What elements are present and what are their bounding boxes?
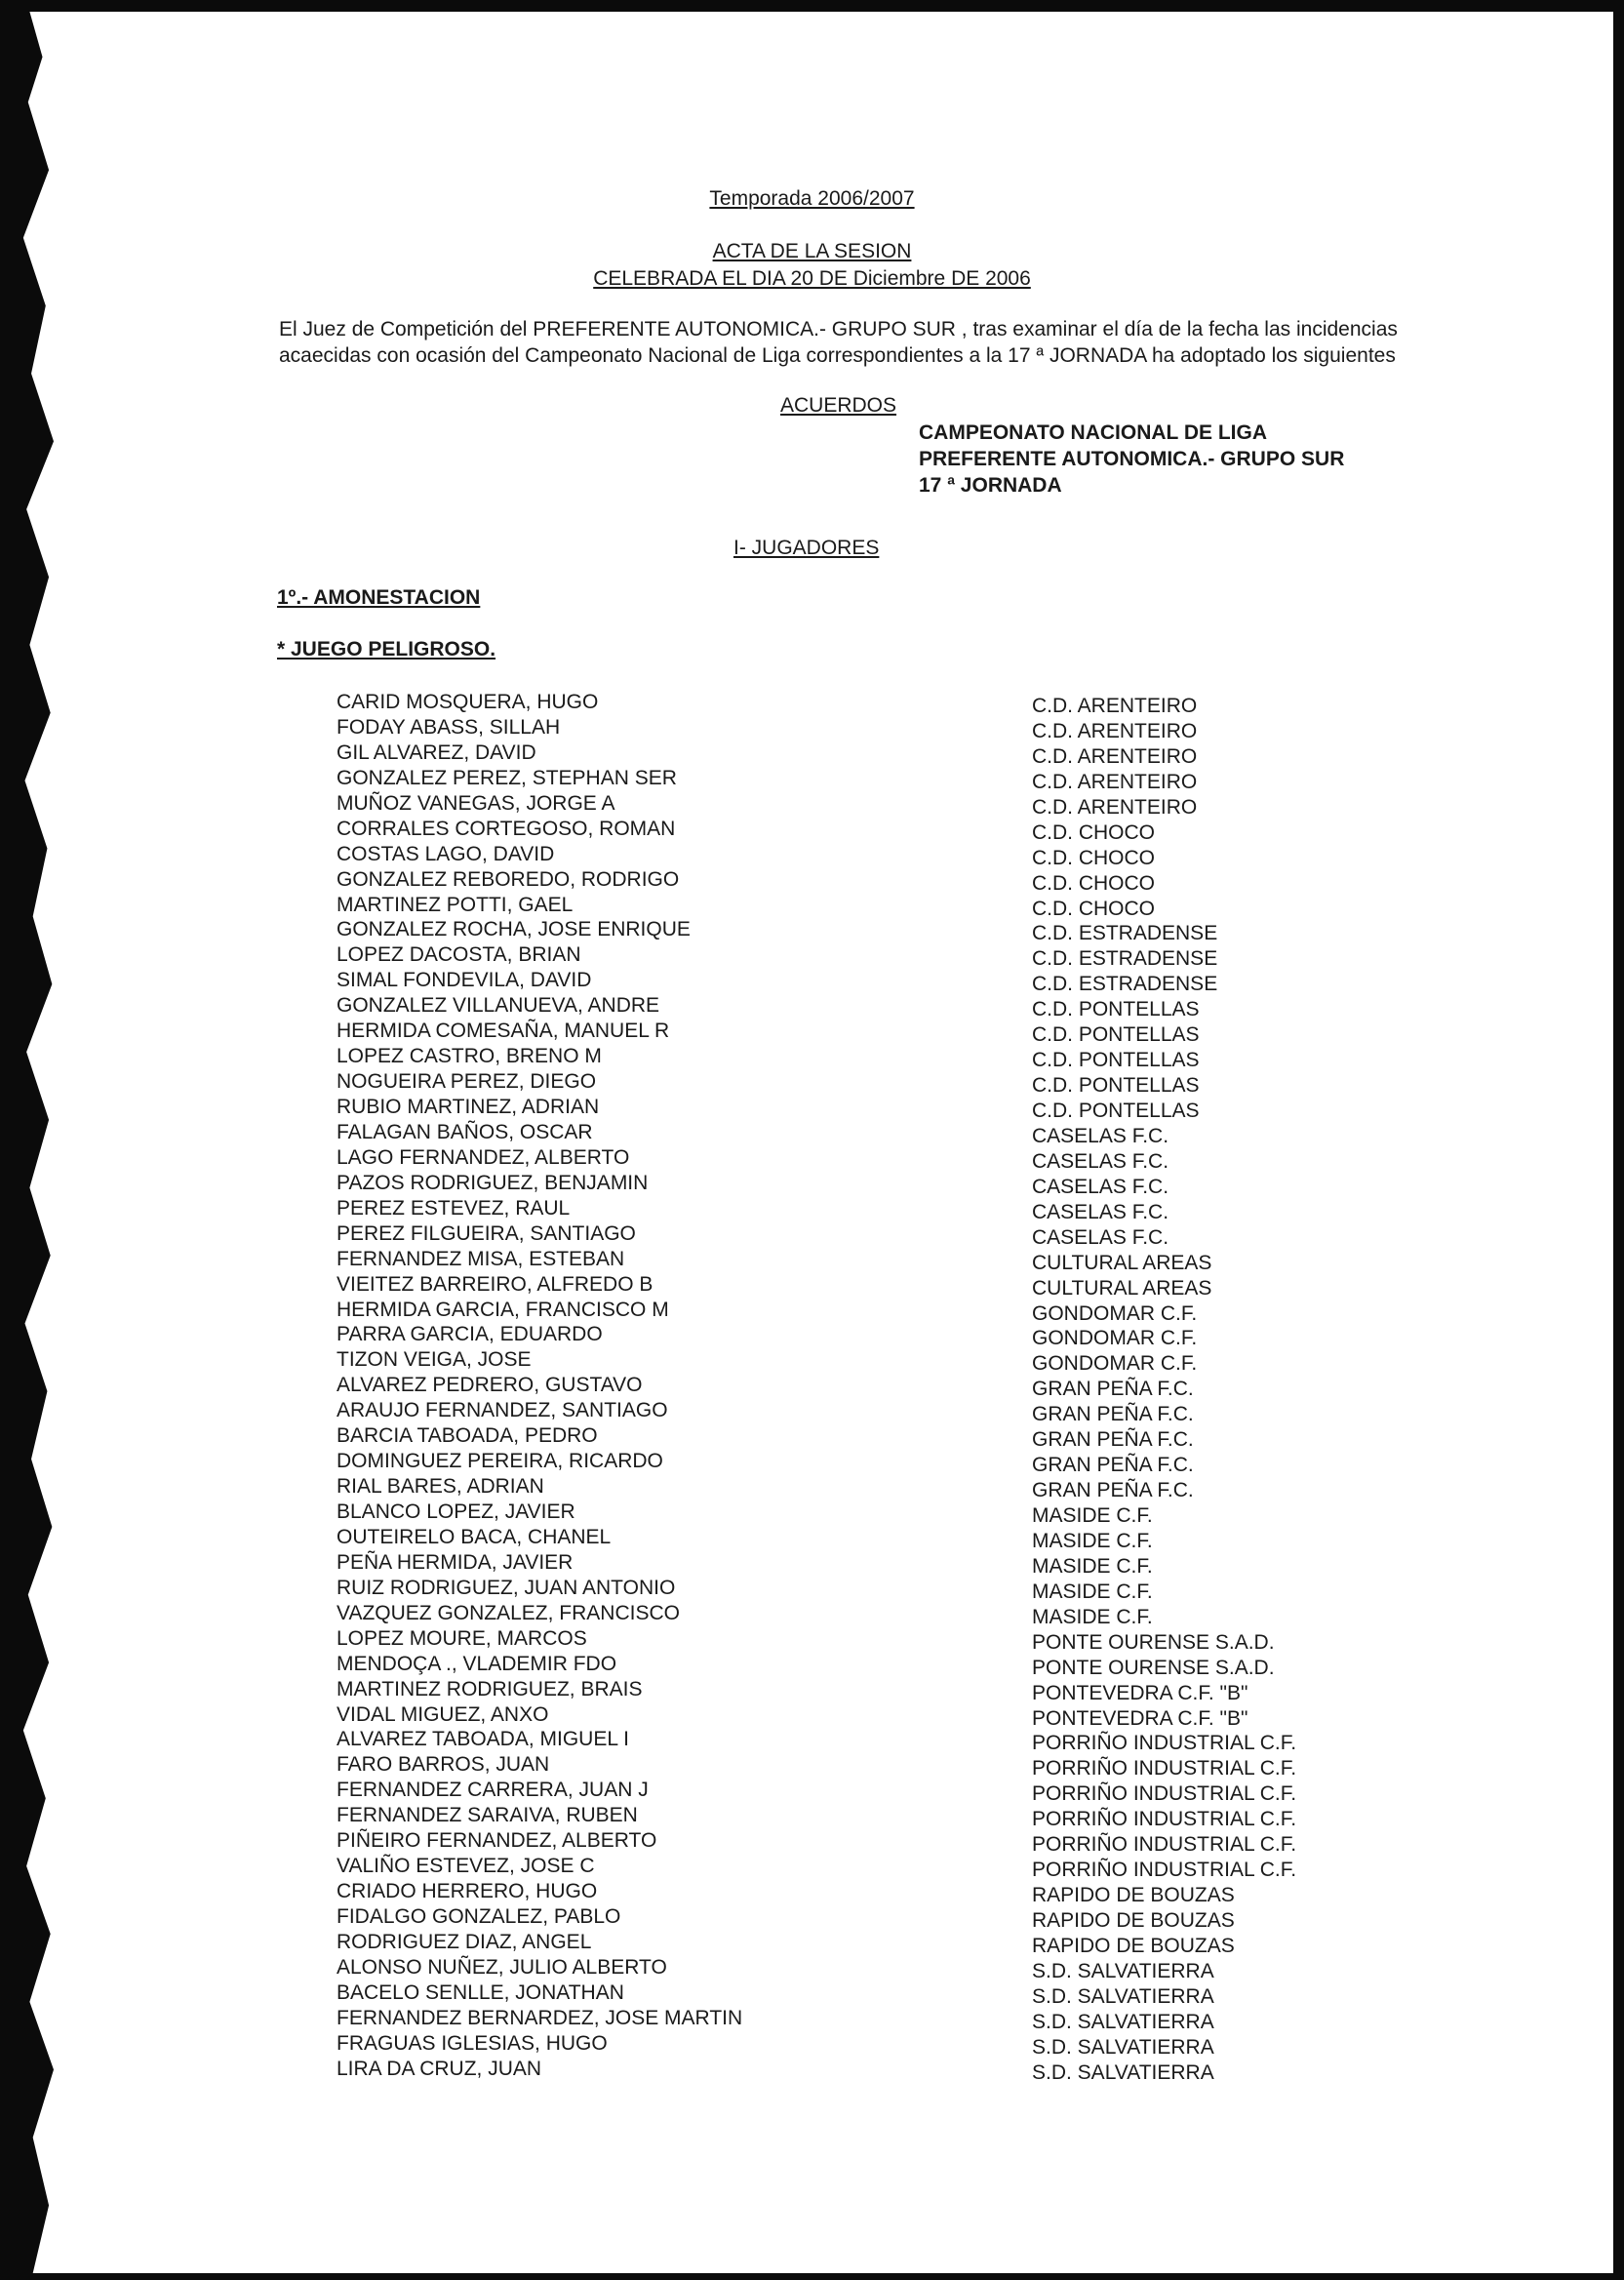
- player-row: [0, 1702, 1624, 1728]
- section-title: I- JUGADORES: [733, 537, 880, 559]
- player-name: ALVAREZ TABOADA, MIGUEL I: [337, 1728, 629, 1751]
- player-name: GONZALEZ REBOREDO, RODRIGO: [337, 867, 680, 891]
- player-club: GRAN PEÑA F.C.: [1032, 1403, 1194, 1426]
- player-club: C.D. ESTRADENSE: [1032, 922, 1218, 945]
- player-club: C.D. ESTRADENSE: [1032, 973, 1218, 996]
- player-row: [0, 740, 1624, 766]
- player-row: [0, 1247, 1624, 1272]
- player-name: LOPEZ CASTRO, BRENO M: [337, 1045, 602, 1068]
- season-title: Temporada 2006/2007: [709, 187, 915, 210]
- player-row: [0, 1044, 1624, 1072]
- player-row: [0, 2006, 1624, 2031]
- player-row: [0, 842, 1624, 867]
- player-row: [0, 1930, 1624, 1955]
- player-row: [0, 1145, 1624, 1171]
- player-club: PONTEVEDRA C.F. "B": [1032, 1681, 1248, 1704]
- player-club: C.D. ESTRADENSE: [1032, 947, 1218, 971]
- player-name: LOPEZ DACOSTA, BRIAN: [337, 943, 581, 967]
- player-row: [0, 1576, 1624, 1601]
- player-row: [0, 917, 1624, 945]
- player-name: TIZON VEIGA, JOSE: [337, 1348, 532, 1372]
- competition-line-3: 17 ª JORNADA: [919, 474, 1062, 497]
- player-row: [0, 1727, 1624, 1755]
- player-club: CASELAS F.C.: [1032, 1225, 1169, 1249]
- player-row: [0, 867, 1624, 893]
- player-club: GONDOMAR C.F.: [1032, 1301, 1198, 1325]
- player-name: ARAUJO FERNANDEZ, SANTIAGO: [337, 1399, 668, 1422]
- player-row: [0, 715, 1624, 740]
- player-name: RODRIGUEZ DIAZ, ANGEL: [337, 1930, 592, 1953]
- player-row: [0, 1347, 1624, 1376]
- competition-line-1: CAMPEONATO NACIONAL DE LIGA: [919, 421, 1268, 444]
- player-name: FIDALGO GONZALEZ, PABLO: [337, 1905, 621, 1928]
- player-name: LAGO FERNANDEZ, ALBERTO: [337, 1145, 630, 1169]
- player-name: VIDAL MIGUEZ, ANXO: [337, 1702, 549, 1726]
- player-club: C.D. ARENTEIRO: [1032, 744, 1198, 768]
- player-row: [0, 1120, 1624, 1145]
- player-row: [0, 1373, 1624, 1401]
- intro-line-1: El Juez de Competición del PREFERENTE AUTONOMICA.- GRUPO SUR , tras examinar el día de la fecha las incidencias: [279, 318, 1398, 340]
- player-club: CASELAS F.C.: [1032, 1149, 1169, 1173]
- player-row: [0, 817, 1624, 842]
- player-club: MASIDE C.F.: [1032, 1504, 1153, 1527]
- competition-block: [919, 420, 1344, 499]
- player-club: S.D. SALVATIERRA: [1032, 1984, 1214, 2008]
- player-name: PIÑEIRO FERNANDEZ, ALBERTO: [337, 1829, 657, 1853]
- player-club: PORRIÑO INDUSTRIAL C.F.: [1032, 1782, 1297, 1806]
- player-club: S.D. SALVATIERRA: [1032, 1959, 1214, 1982]
- player-row: [0, 1778, 1624, 1806]
- player-row: [0, 1550, 1624, 1576]
- competition-line-2: PREFERENTE AUTONOMICA.- GRUPO SUR: [919, 448, 1345, 470]
- player-row: [0, 1904, 1624, 1930]
- player-name: CRIADO HERRERO, HUGO: [337, 1880, 598, 1903]
- player-row: [0, 893, 1624, 918]
- player-club: C.D. CHOCO: [1032, 897, 1155, 920]
- player-row: [0, 1221, 1624, 1247]
- player-name: RUIZ RODRIGUEZ, JUAN ANTONIO: [337, 1576, 676, 1599]
- player-name: NOGUEIRA PEREZ, DIEGO: [337, 1070, 597, 1094]
- player-club: PORRIÑO INDUSTRIAL C.F.: [1032, 1732, 1297, 1755]
- player-name: CORRALES CORTEGOSO, ROMAN: [337, 817, 676, 840]
- player-name: GONZALEZ VILLANUEVA, ANDRE: [337, 994, 660, 1018]
- player-name: BACELO SENLLE, JONATHAN: [337, 1980, 624, 2004]
- player-club: CASELAS F.C.: [1032, 1200, 1169, 1223]
- player-club: C.D. ARENTEIRO: [1032, 695, 1198, 717]
- player-name: FARO BARROS, JUAN: [337, 1753, 550, 1777]
- player-row: [0, 993, 1624, 1019]
- player-row: [0, 1322, 1624, 1350]
- player-club: C.D. PONTELLAS: [1032, 1023, 1200, 1047]
- player-club: GRAN PEÑA F.C.: [1032, 1378, 1194, 1401]
- player-row: [0, 1095, 1624, 1120]
- player-row: [0, 1955, 1624, 1980]
- player-club: RAPIDO DE BOUZAS: [1032, 1884, 1235, 1907]
- player-name: LOPEZ MOURE, MARCOS: [337, 1626, 587, 1650]
- player-row: [0, 1423, 1624, 1452]
- player-row: [0, 1171, 1624, 1196]
- player-name: OUTEIRELO BACA, CHANEL: [337, 1525, 612, 1548]
- player-club: GRAN PEÑA F.C.: [1032, 1428, 1194, 1452]
- player-name: SIMAL FONDEVILA, DAVID: [337, 969, 592, 992]
- player-name: VIEITEZ BARREIRO, ALFREDO B: [337, 1272, 654, 1296]
- player-row: [0, 1500, 1624, 1525]
- player-list: [0, 690, 1624, 2082]
- player-name: CARID MOSQUERA, HUGO: [337, 691, 599, 713]
- player-row: [0, 2031, 1624, 2057]
- player-club: C.D. CHOCO: [1032, 871, 1155, 895]
- player-row: [0, 1449, 1624, 1477]
- player-club: CASELAS F.C.: [1032, 1175, 1169, 1198]
- player-name: MARTINEZ POTTI, GAEL: [337, 893, 574, 916]
- player-row: [0, 1398, 1624, 1426]
- player-name: PEÑA HERMIDA, JAVIER: [337, 1550, 574, 1574]
- player-club: RAPIDO DE BOUZAS: [1032, 1934, 1235, 1957]
- player-name: RUBIO MARTINEZ, ADRIAN: [337, 1096, 600, 1118]
- acta-title: ACTA DE LA SESION: [712, 240, 912, 262]
- player-club: S.D. SALVATIERRA: [1032, 2060, 1214, 2084]
- player-row: [0, 1272, 1624, 1298]
- player-row: [0, 1019, 1624, 1047]
- player-name: VAZQUEZ GONZALEZ, FRANCISCO: [337, 1601, 680, 1624]
- player-name: LIRA DA CRUZ, JUAN: [337, 2057, 542, 2080]
- player-club: MASIDE C.F.: [1032, 1580, 1153, 1603]
- player-club: S.D. SALVATIERRA: [1032, 2010, 1214, 2033]
- player-row: [0, 1601, 1624, 1626]
- player-row: [0, 1854, 1624, 1882]
- player-club: C.D. ARENTEIRO: [1032, 770, 1198, 793]
- player-name: FALAGAN BAÑOS, OSCAR: [337, 1120, 593, 1143]
- player-name: RIAL BARES, ADRIAN: [337, 1475, 544, 1499]
- player-club: PONTE OURENSE S.A.D.: [1032, 1630, 1275, 1654]
- player-name: PARRA GARCIA, EDUARDO: [337, 1323, 603, 1346]
- player-row: [0, 791, 1624, 817]
- player-name: GIL ALVAREZ, DAVID: [337, 740, 536, 764]
- sanction-heading: 1º.- AMONESTACION: [277, 586, 481, 609]
- player-row: [0, 1626, 1624, 1652]
- player-name: HERMIDA COMESAÑA, MANUEL R: [337, 1020, 670, 1043]
- player-row: [0, 1652, 1624, 1677]
- player-club: PONTEVEDRA C.F. "B": [1032, 1706, 1248, 1730]
- player-club: CULTURAL AREAS: [1032, 1251, 1212, 1274]
- player-club: C.D. PONTELLAS: [1032, 1074, 1200, 1098]
- player-row: [0, 1069, 1624, 1098]
- player-club: PORRIÑO INDUSTRIAL C.F.: [1032, 1757, 1297, 1780]
- player-row: [0, 942, 1624, 971]
- player-row: [0, 1828, 1624, 1857]
- player-club: PORRIÑO INDUSTRIAL C.F.: [1032, 1833, 1297, 1857]
- player-name: FODAY ABASS, SILLAH: [337, 715, 561, 739]
- player-club: PORRIÑO INDUSTRIAL C.F.: [1032, 1859, 1297, 1882]
- player-club: GRAN PEÑA F.C.: [1032, 1454, 1194, 1477]
- player-name: ALVAREZ PEDRERO, GUSTAVO: [337, 1374, 643, 1397]
- player-name: DOMINGUEZ PEREIRA, RICARDO: [337, 1450, 663, 1473]
- player-club: CULTURAL AREAS: [1032, 1276, 1212, 1300]
- player-row: [0, 1474, 1624, 1500]
- player-row: [0, 1752, 1624, 1778]
- player-name: PAZOS RODRIGUEZ, BENJAMIN: [337, 1171, 649, 1194]
- player-row: [0, 690, 1624, 715]
- player-club: MASIDE C.F.: [1032, 1529, 1153, 1552]
- player-row: [0, 1980, 1624, 2006]
- player-name: BLANCO LOPEZ, JAVIER: [337, 1500, 575, 1523]
- player-name: FRAGUAS IGLESIAS, HUGO: [337, 2031, 608, 2055]
- player-club: GONDOMAR C.F.: [1032, 1327, 1198, 1350]
- player-club: C.D. PONTELLAS: [1032, 998, 1200, 1021]
- player-name: FERNANDEZ MISA, ESTEBAN: [337, 1247, 625, 1270]
- player-club: C.D. PONTELLAS: [1032, 1100, 1200, 1122]
- player-name: VALIÑO ESTEVEZ, JOSE C: [337, 1855, 595, 1878]
- player-club: GRAN PEÑA F.C.: [1032, 1479, 1194, 1502]
- player-name: GONZALEZ PEREZ, STEPHAN SER: [337, 766, 677, 789]
- category-heading: * JUEGO PELIGROSO.: [277, 638, 496, 660]
- player-club: CASELAS F.C.: [1032, 1124, 1169, 1147]
- acta-heading: [0, 238, 1624, 293]
- intro-paragraph: [279, 316, 1488, 369]
- acta-date: CELEBRADA EL DIA 20 DE Diciembre DE 2006: [593, 267, 1031, 290]
- player-name: HERMIDA GARCIA, FRANCISCO M: [337, 1298, 669, 1321]
- player-club: C.D. ARENTEIRO: [1032, 719, 1198, 742]
- player-club: S.D. SALVATIERRA: [1032, 2035, 1214, 2059]
- player-row: [0, 1298, 1624, 1323]
- player-club: C.D. CHOCO: [1032, 820, 1155, 844]
- player-name: PEREZ ESTEVEZ, RAUL: [337, 1196, 571, 1220]
- player-club: GONDOMAR C.F.: [1032, 1352, 1198, 1376]
- player-row: [0, 766, 1624, 791]
- player-name: ALONSO NUÑEZ, JULIO ALBERTO: [337, 1955, 667, 1979]
- player-name: COSTAS LAGO, DAVID: [337, 842, 555, 865]
- player-row: [0, 2057, 1624, 2082]
- player-name: MUÑOZ VANEGAS, JORGE A: [337, 791, 615, 815]
- player-name: MENDOÇA ., VLADEMIR FDO: [337, 1652, 617, 1675]
- player-name: FERNANDEZ BERNARDEZ, JOSE MARTIN: [337, 2006, 743, 2029]
- player-club: C.D. CHOCO: [1032, 846, 1155, 869]
- player-club: C.D. PONTELLAS: [1032, 1049, 1200, 1072]
- player-club: MASIDE C.F.: [1032, 1605, 1153, 1628]
- player-name: BARCIA TABOADA, PEDRO: [337, 1424, 598, 1448]
- player-row: [0, 1803, 1624, 1831]
- player-row: [0, 1525, 1624, 1550]
- player-name: GONZALEZ ROCHA, JOSE ENRIQUE: [337, 918, 691, 941]
- player-row: [0, 1677, 1624, 1702]
- player-name: FERNANDEZ SARAIVA, RUBEN: [337, 1804, 638, 1827]
- intro-line-2: acaecidas con ocasión del Campeonato Nacional de Liga correspondientes a la 17 ª JORNADA ha adoptado los siguientes: [279, 344, 1396, 367]
- player-name: FERNANDEZ CARRERA, JUAN J: [337, 1779, 649, 1802]
- player-row: [0, 968, 1624, 996]
- player-row: [0, 1196, 1624, 1221]
- acuerdos-label: ACUERDOS: [780, 394, 897, 417]
- player-row: [0, 1879, 1624, 1907]
- player-club: C.D. ARENTEIRO: [1032, 795, 1198, 819]
- season-line: [0, 185, 1624, 213]
- player-club: RAPIDO DE BOUZAS: [1032, 1909, 1235, 1932]
- player-name: MARTINEZ RODRIGUEZ, BRAIS: [337, 1677, 643, 1700]
- player-club: PONTE OURENSE S.A.D.: [1032, 1656, 1275, 1679]
- player-club: PORRIÑO INDUSTRIAL C.F.: [1032, 1808, 1297, 1831]
- player-name: PEREZ FILGUEIRA, SANTIAGO: [337, 1221, 636, 1245]
- player-club: MASIDE C.F.: [1032, 1554, 1153, 1578]
